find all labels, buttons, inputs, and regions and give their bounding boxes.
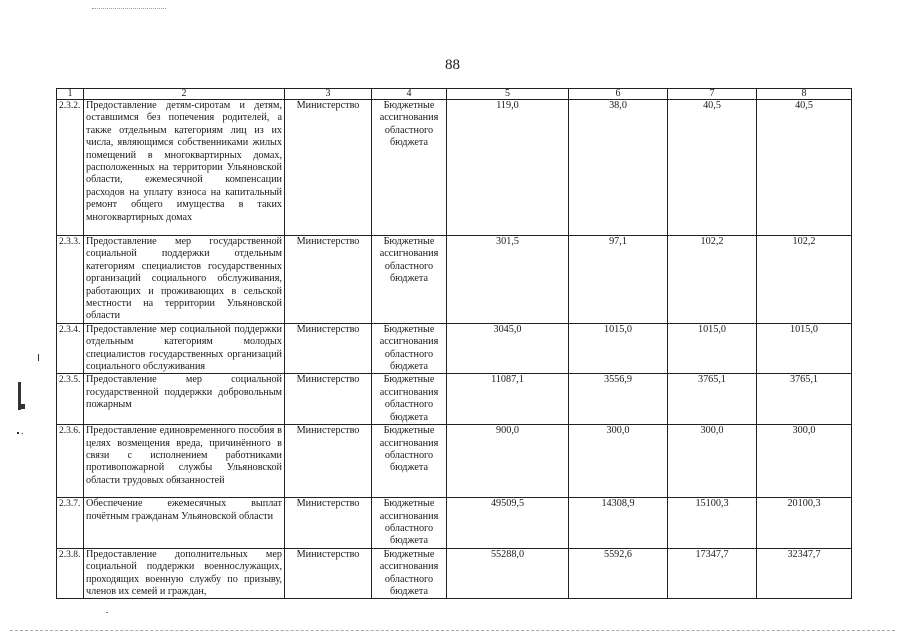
- year1-amount: 97,1: [569, 236, 668, 324]
- year1-amount: 300,0: [569, 425, 668, 498]
- executor: Министерство: [285, 100, 372, 236]
- funding-source: Бюджетные ассигнования областного бюджета: [372, 498, 447, 549]
- measure-name: Предоставление дополнительных мер социальной поддержки военнослужащих, проходящих военную службу по призыву, членов их семей и граждан,: [84, 548, 285, 599]
- total-amount: 49509,5: [447, 498, 569, 549]
- year2-amount: 102,2: [668, 236, 757, 324]
- scan-artifact-tick: [38, 354, 39, 361]
- scan-artifact-dot: [22, 433, 23, 434]
- measure-name: Предоставление единовременного пособия в целях возмещения вреда, причинённого в связи с исполнением работниками противопожарной службы Ульяновской области трудовых обязанностей: [84, 425, 285, 498]
- executor: Министерство: [285, 548, 372, 599]
- scan-artifact-dot: [17, 432, 19, 434]
- total-amount: 900,0: [447, 425, 569, 498]
- table-row: [57, 425, 852, 498]
- year1-amount: 3556,9: [569, 374, 668, 425]
- executor: Министерство: [285, 323, 372, 374]
- funding-source: Бюджетные ассигнования областного бюджета: [372, 236, 447, 324]
- total-amount: 55288,0: [447, 548, 569, 599]
- measure-name: Предоставление мер государственной социальной поддержки отдельным категориям специалистов государственных организаций социального обслуживания, работающих и проживающих в сельской местности на территории Ульяновской области: [84, 236, 285, 324]
- table-row: [57, 323, 852, 374]
- year3-amount: 32347,7: [757, 548, 852, 599]
- year1-amount: 14308,9: [569, 498, 668, 549]
- table-row: [57, 236, 852, 324]
- column-header: 3: [285, 89, 372, 100]
- year1-amount: 38,0: [569, 100, 668, 236]
- row-number: 2.3.6.: [57, 425, 84, 498]
- row-number: 2.3.4.: [57, 323, 84, 374]
- year2-amount: 300,0: [668, 425, 757, 498]
- funding-source: Бюджетные ассигнования областного бюджета: [372, 425, 447, 498]
- budget-table: [56, 88, 852, 599]
- year3-amount: 40,5: [757, 100, 852, 236]
- executor: Министерство: [285, 236, 372, 324]
- measure-name: Обеспечение ежемесячных выплат почётным гражданам Ульяновской области: [84, 498, 285, 549]
- row-number: 2.3.8.: [57, 548, 84, 599]
- year2-amount: 17347,7: [668, 548, 757, 599]
- scan-artifact-dot: [106, 612, 108, 613]
- year3-amount: 300,0: [757, 425, 852, 498]
- total-amount: 301,5: [447, 236, 569, 324]
- measure-name: Предоставление детям-сиротам и детям, оставшимся без попечения родителей, а также отдельным категориям лиц из их числа, являющимся собственниками жилых помещений в многоквартирных домах, расположенных на территории Ульяновской области, ежемесячной компенсации расходов на уплату взноса на капитальный ремонт общего имущества в таких многоквартирных домах: [84, 100, 285, 236]
- measure-name: Предоставление мер социальной поддержки отдельным категориям молодых специалистов государственных организаций социального обслуживания: [84, 323, 285, 374]
- year2-amount: 40,5: [668, 100, 757, 236]
- executor: Министерство: [285, 374, 372, 425]
- total-amount: 119,0: [447, 100, 569, 236]
- scan-artifact-wedge-base: [18, 404, 25, 409]
- total-amount: 3045,0: [447, 323, 569, 374]
- funding-source: Бюджетные ассигнования областного бюджета: [372, 323, 447, 374]
- scan-artifact-bottom: [10, 630, 895, 632]
- executor: Министерство: [285, 425, 372, 498]
- year3-amount: 102,2: [757, 236, 852, 324]
- scan-artifact-top: [92, 8, 166, 10]
- year2-amount: 15100,3: [668, 498, 757, 549]
- year1-amount: 1015,0: [569, 323, 668, 374]
- year2-amount: 1015,0: [668, 323, 757, 374]
- row-number: 2.3.5.: [57, 374, 84, 425]
- table-row: [57, 548, 852, 599]
- executor: Министерство: [285, 498, 372, 549]
- column-header: 1: [57, 89, 84, 100]
- funding-source: Бюджетные ассигнования областного бюджета: [372, 548, 447, 599]
- table-row: [57, 498, 852, 549]
- column-header: 2: [84, 89, 285, 100]
- column-number-row: [57, 89, 852, 100]
- year2-amount: 3765,1: [668, 374, 757, 425]
- column-header: 5: [447, 89, 569, 100]
- column-header: 6: [569, 89, 668, 100]
- column-header: 4: [372, 89, 447, 100]
- year3-amount: 20100,3: [757, 498, 852, 549]
- measure-name: Предоставление мер социальной государственной поддержки добровольным пожарным: [84, 374, 285, 425]
- table-row: [57, 374, 852, 425]
- row-number: 2.3.2.: [57, 100, 84, 236]
- page-number: 88: [445, 57, 460, 73]
- row-number: 2.3.7.: [57, 498, 84, 549]
- row-number: 2.3.3.: [57, 236, 84, 324]
- total-amount: 11087,1: [447, 374, 569, 425]
- table-row: [57, 100, 852, 236]
- year1-amount: 5592,6: [569, 548, 668, 599]
- column-header: 8: [757, 89, 852, 100]
- year3-amount: 1015,0: [757, 323, 852, 374]
- column-header: 7: [668, 89, 757, 100]
- funding-source: Бюджетные ассигнования областного бюджета: [372, 100, 447, 236]
- funding-source: Бюджетные ассигнования областного бюджета: [372, 374, 447, 425]
- year3-amount: 3765,1: [757, 374, 852, 425]
